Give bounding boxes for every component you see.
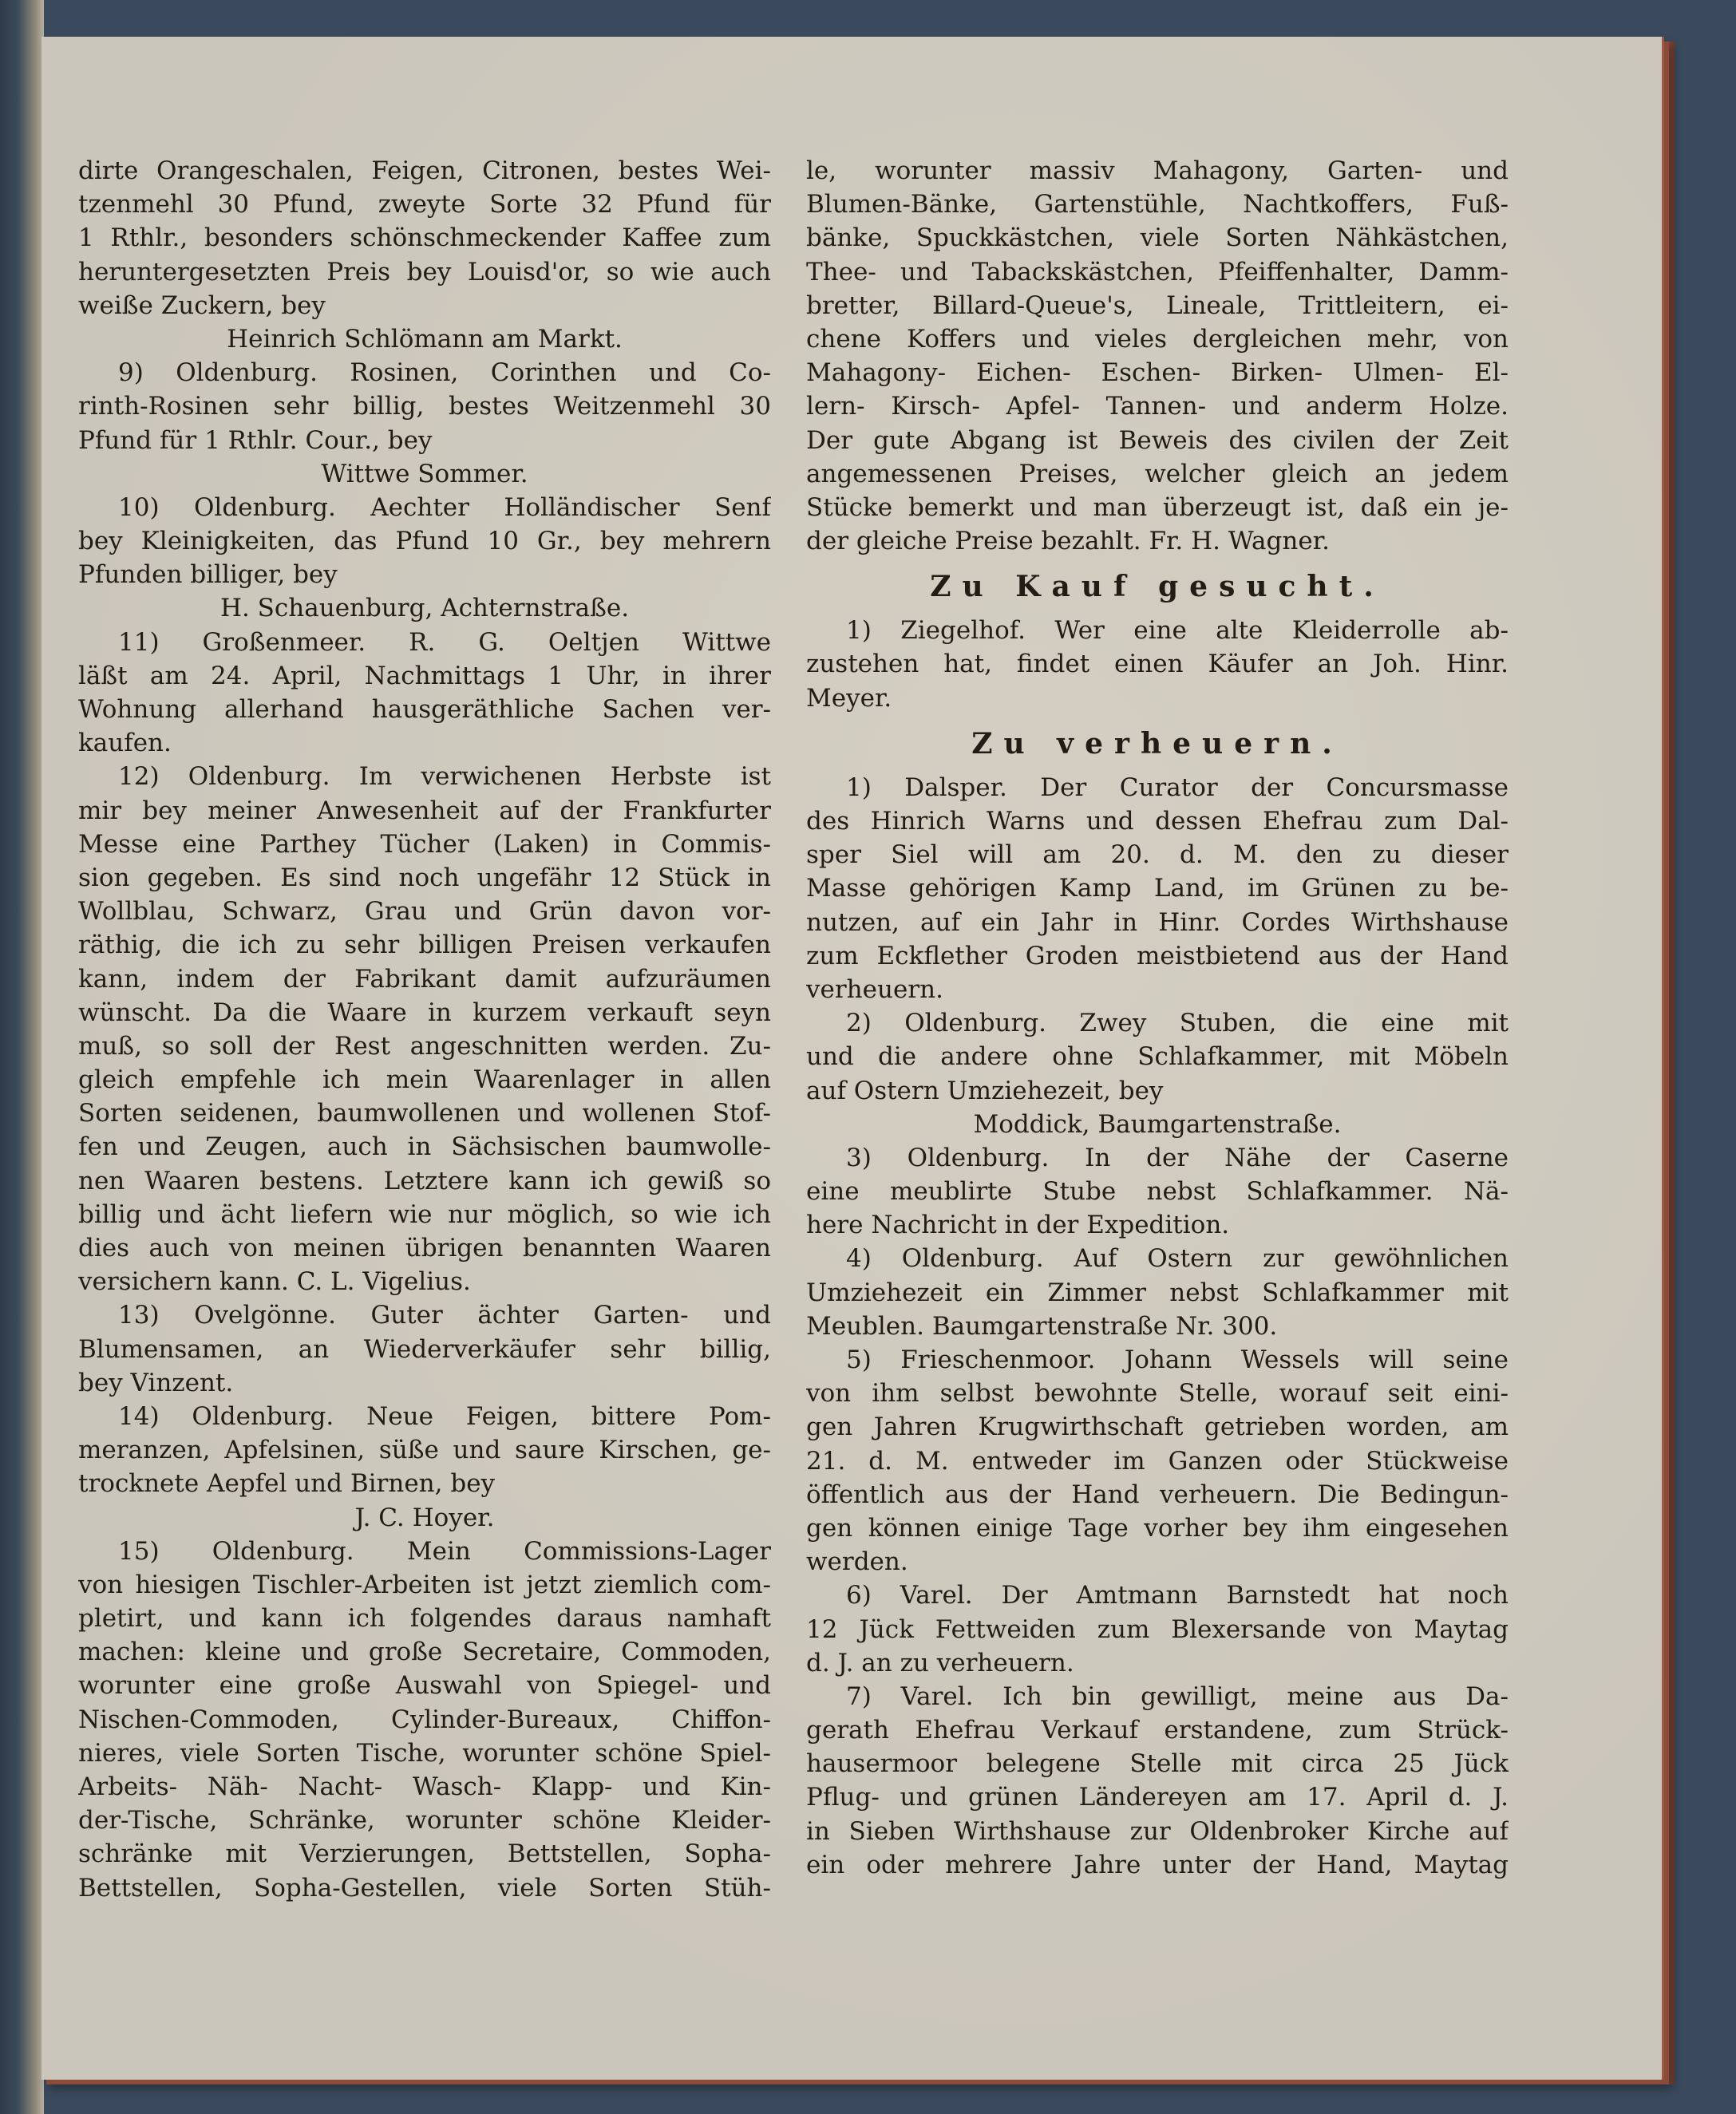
text-line: d. J. an zu verheuern. xyxy=(806,1648,1074,1677)
text-line: 11) Großenmeer. R. G. Oeltjen Wittwe xyxy=(118,627,771,657)
text-line: wünscht. Da die Waare in kurzem verkauft seyn xyxy=(78,998,771,1027)
text-line: auf Ostern Umziehezeit, bey xyxy=(806,1076,1164,1105)
text-line: Heinrich Schlömann am Markt. xyxy=(227,324,623,354)
text-line: Nischen-Commoden, Cylinder-Bureaux, Chiffon- xyxy=(78,1705,771,1734)
text-line: 7) Varel. Ich bin gewilligt, meine aus Da- xyxy=(846,1681,1509,1711)
text-line: Meublen. Baumgartenstraße Nr. 300. xyxy=(806,1311,1278,1341)
text-line: lern- Kirsch- Apfel- Tannen- und anderm Holze. xyxy=(806,392,1509,421)
text-line: heruntergesetzten Preis bey Louisd'or, so wie auch xyxy=(78,257,771,286)
text-line: angemessenen Preises, welcher gleich an jedem xyxy=(806,459,1509,488)
text-line: läßt am 24. April, Nachmittags 1 Uhr, in ihrer xyxy=(78,661,771,690)
text-line: 4) Oldenburg. Auf Ostern zur gewöhnlichen xyxy=(846,1244,1509,1274)
text-line: schränke mit Verzierungen, Bettstellen, Sopha- xyxy=(78,1839,771,1869)
text-line: ein oder mehrere Jahre unter der Hand, Maytag xyxy=(806,1850,1509,1879)
text-line: weiße Zuckern, bey xyxy=(78,290,326,320)
text-line: Mahagony- Eichen- Eschen- Birken- Ulmen- El- xyxy=(806,358,1509,388)
text-line: öffentlich aus der Hand verheuern. Die Bedingun- xyxy=(806,1480,1509,1509)
text-line: 9) Oldenburg. Rosinen, Corinthen und Co- xyxy=(118,358,771,388)
text-line: Pflug- und grünen Ländereyen am 17. April d. J. xyxy=(806,1783,1509,1812)
section-heading: Zu Kauf gesucht. xyxy=(930,570,1385,604)
text-line: 1 Rthlr., besonders schönschmeckender Kaffee zum xyxy=(78,223,771,253)
text-line: kaufen. xyxy=(78,729,172,758)
text-line: fen und Zeugen, auch in Sächsischen baumwolle- xyxy=(78,1132,771,1162)
text-line: eine meublirte Stube nebst Schlafkammer. Nä- xyxy=(806,1177,1509,1207)
text-line: bey Kleinigkeiten, das Pfund 10 Gr., bey mehrern xyxy=(78,527,771,556)
text-line: Stücke bemerkt und man überzeugt ist, daß ein je- xyxy=(806,492,1509,522)
text-line: nieres, viele Sorten Tische, worunter schöne Spiel- xyxy=(78,1738,771,1768)
text-line: 12 Jück Fettweiden zum Blexersande von Maytag xyxy=(806,1614,1509,1644)
text-line: le, worunter massiv Mahagony, Garten- und xyxy=(806,156,1509,185)
text-line: Blumensamen, an Wiederverkäufer sehr billig, xyxy=(78,1334,771,1364)
text-line: Masse gehörigen Kamp Land, im Grünen zu be- xyxy=(806,874,1509,903)
text-line: Meyer. xyxy=(806,683,892,713)
text-line: Wollblau, Schwarz, Grau und Grün davon vor- xyxy=(78,897,771,927)
text-line: hausermoor belegene Stelle mit circa 25 Jück xyxy=(806,1749,1509,1779)
text-line: machen: kleine und große Secretaire, Commoden, xyxy=(78,1638,771,1667)
text-line: Pfund für 1 Rthlr. Cour., bey xyxy=(78,425,433,455)
text-line: H. Schauenburg, Achternstraße. xyxy=(219,594,630,623)
text-line: 2) Oldenburg. Zwey Stuben, die eine mit xyxy=(846,1009,1509,1038)
text-line: der gleiche Preise bezahlt. Fr. H. Wagner. xyxy=(806,527,1330,556)
text-line: rinth-Rosinen sehr billig, bestes Weitzenmehl 30 xyxy=(78,392,771,421)
text-line: 12) Oldenburg. Im verwichenen Herbste ist xyxy=(118,762,771,792)
text-line: nen Waaren bestens. Letztere kann ich gewiß so xyxy=(78,1166,771,1195)
left-column xyxy=(78,154,771,1905)
text-line: here Nachricht in der Expedition. xyxy=(806,1211,1230,1240)
text-line: kann, indem der Fabrikant damit aufzuräumen xyxy=(78,964,771,994)
text-line: von ihm selbst bewohnte Stelle, worauf seit eini- xyxy=(806,1379,1509,1409)
text-line: 5) Frieschenmoor. Johann Wessels will seine xyxy=(846,1345,1509,1374)
text-line: tzenmehl 30 Pfund, zweyte Sorte 32 Pfund für xyxy=(78,190,771,219)
text-line: von hiesigen Tischler-Arbeiten ist jetzt ziemlich com- xyxy=(78,1570,771,1599)
text-line: Blumen-Bänke, Gartenstühle, Nachtkoffers, Fuß- xyxy=(806,190,1509,219)
text-line: mir bey meiner Anwesenheit auf der Frankfurter xyxy=(78,796,771,825)
text-line: sion gegeben. Es sind noch ungefähr 12 Stück in xyxy=(78,863,771,892)
text-line: gerath Ehefrau Verkauf erstandene, zum Strück- xyxy=(806,1716,1509,1745)
text-line: räthig, die ich zu sehr billigen Preisen verkaufen xyxy=(78,931,771,960)
text-line: 13) Ovelgönne. Guter ächter Garten- und xyxy=(118,1301,771,1330)
right-column xyxy=(806,154,1509,1882)
text-line: 3) Oldenburg. In der Nähe der Caserne xyxy=(846,1143,1509,1172)
text-line: pletirt, und kann ich folgendes daraus namhaft xyxy=(78,1604,771,1634)
section-heading: Zu verheuern. xyxy=(971,726,1343,761)
text-line: 15) Oldenburg. Mein Commissions-Lager xyxy=(118,1536,771,1566)
text-line: Sorten seidenen, baumwollenen und wollenen Stof- xyxy=(78,1099,771,1128)
text-line: versichern kann. C. L. Vigelius. xyxy=(78,1267,471,1297)
text-line: zum Eckflether Groden meistbietend aus der Hand xyxy=(806,941,1509,970)
text-line: Moddick, Baumgartenstraße. xyxy=(973,1109,1342,1139)
text-line: Pfunden billiger, bey xyxy=(78,560,338,590)
text-line: Der gute Abgang ist Beweis des civilen der Zeit xyxy=(806,425,1509,455)
text-line: 14) Oldenburg. Neue Feigen, bittere Pom- xyxy=(118,1401,771,1431)
text-line: Messe eine Parthey Tücher (Laken) in Commis- xyxy=(78,829,771,859)
text-line: Wohnung allerhand hausgeräthliche Sachen ver- xyxy=(78,695,771,724)
text-line: Thee- und Tabackskästchen, Pfeiffenhalter, Damm- xyxy=(806,257,1509,286)
text-line: und die andere ohne Schlafkammer, mit Möbeln xyxy=(806,1042,1509,1072)
text-line: der-Tische, Schränke, worunter schöne Kleider- xyxy=(78,1806,771,1835)
text-line: Bettstellen, Sopha-Gestellen, viele Sorten Stüh- xyxy=(78,1873,771,1903)
text-line: dies auch von meinen übrigen benannten Waaren xyxy=(78,1234,771,1262)
text-line: bey Vinzent. xyxy=(78,1368,234,1397)
text-line: zustehen hat, findet einen Käufer an Joh. Hinr. xyxy=(806,650,1509,679)
text-line: in Sieben Wirthshause zur Oldenbroker Kirche auf xyxy=(806,1816,1509,1846)
text-line: worunter eine große Auswahl von Spiegel- und xyxy=(78,1671,771,1701)
text-line: trocknete Aepfel und Birnen, bey xyxy=(78,1469,496,1499)
text-line: gleich empfehle ich mein Waarenlager in allen xyxy=(78,1065,771,1095)
text-line: 10) Oldenburg. Aechter Holländischer Senf xyxy=(118,492,771,522)
text-line: des Hinrich Warns und dessen Ehefrau zum Dal- xyxy=(806,807,1509,836)
text-line: chene Koffers und vieles dergleichen mehr, von xyxy=(806,324,1509,354)
book-spine xyxy=(0,0,44,2114)
text-line: bretter, Billard-Queue's, Lineale, Trittleitern, ei- xyxy=(806,290,1509,320)
text-line: nutzen, auf ein Jahr in Hinr. Cordes Wirthshause xyxy=(806,907,1509,937)
text-line: billig und ächt liefern wie nur möglich, so wie ich xyxy=(78,1199,771,1229)
text-line: bänke, Spuckkästchen, viele Sorten Nähkästchen, xyxy=(806,223,1509,253)
text-line: 1) Ziegelhof. Wer eine alte Kleiderrolle ab- xyxy=(846,616,1509,646)
text-line: Umziehezeit ein Zimmer nebst Schlafkammer mit xyxy=(806,1278,1509,1307)
text-line: gen Jahren Krugwirthschaft getrieben worden, am xyxy=(806,1413,1509,1442)
text-line: dirte Orangeschalen, Feigen, Citronen, bestes Wei- xyxy=(78,156,771,185)
text-line: gen können einige Tage vorher bey ihm eingesehen xyxy=(806,1513,1509,1543)
text-line: meranzen, Apfelsinen, süße und saure Kirschen, ge- xyxy=(78,1436,771,1465)
text-line: 21. d. M. entweder im Ganzen oder Stückweise xyxy=(806,1446,1509,1476)
text-line: sper Siel will am 20. d. M. den zu dieser xyxy=(806,840,1509,870)
text-line: werden. xyxy=(806,1547,908,1577)
text-line: verheuern. xyxy=(806,974,943,1004)
text-line: 1) Dalsper. Der Curator der Concursmasse xyxy=(846,772,1509,802)
text-line: muß, so soll der Rest angeschnitten werden. Zu- xyxy=(78,1031,771,1061)
text-line: 6) Varel. Der Amtmann Barnstedt hat noch xyxy=(846,1581,1509,1610)
text-line: Wittwe Sommer. xyxy=(321,459,528,488)
text-line: Arbeits- Näh- Nacht- Wasch- Klapp- und Kin- xyxy=(78,1772,771,1801)
text-line: J. C. Hoyer. xyxy=(354,1503,495,1532)
